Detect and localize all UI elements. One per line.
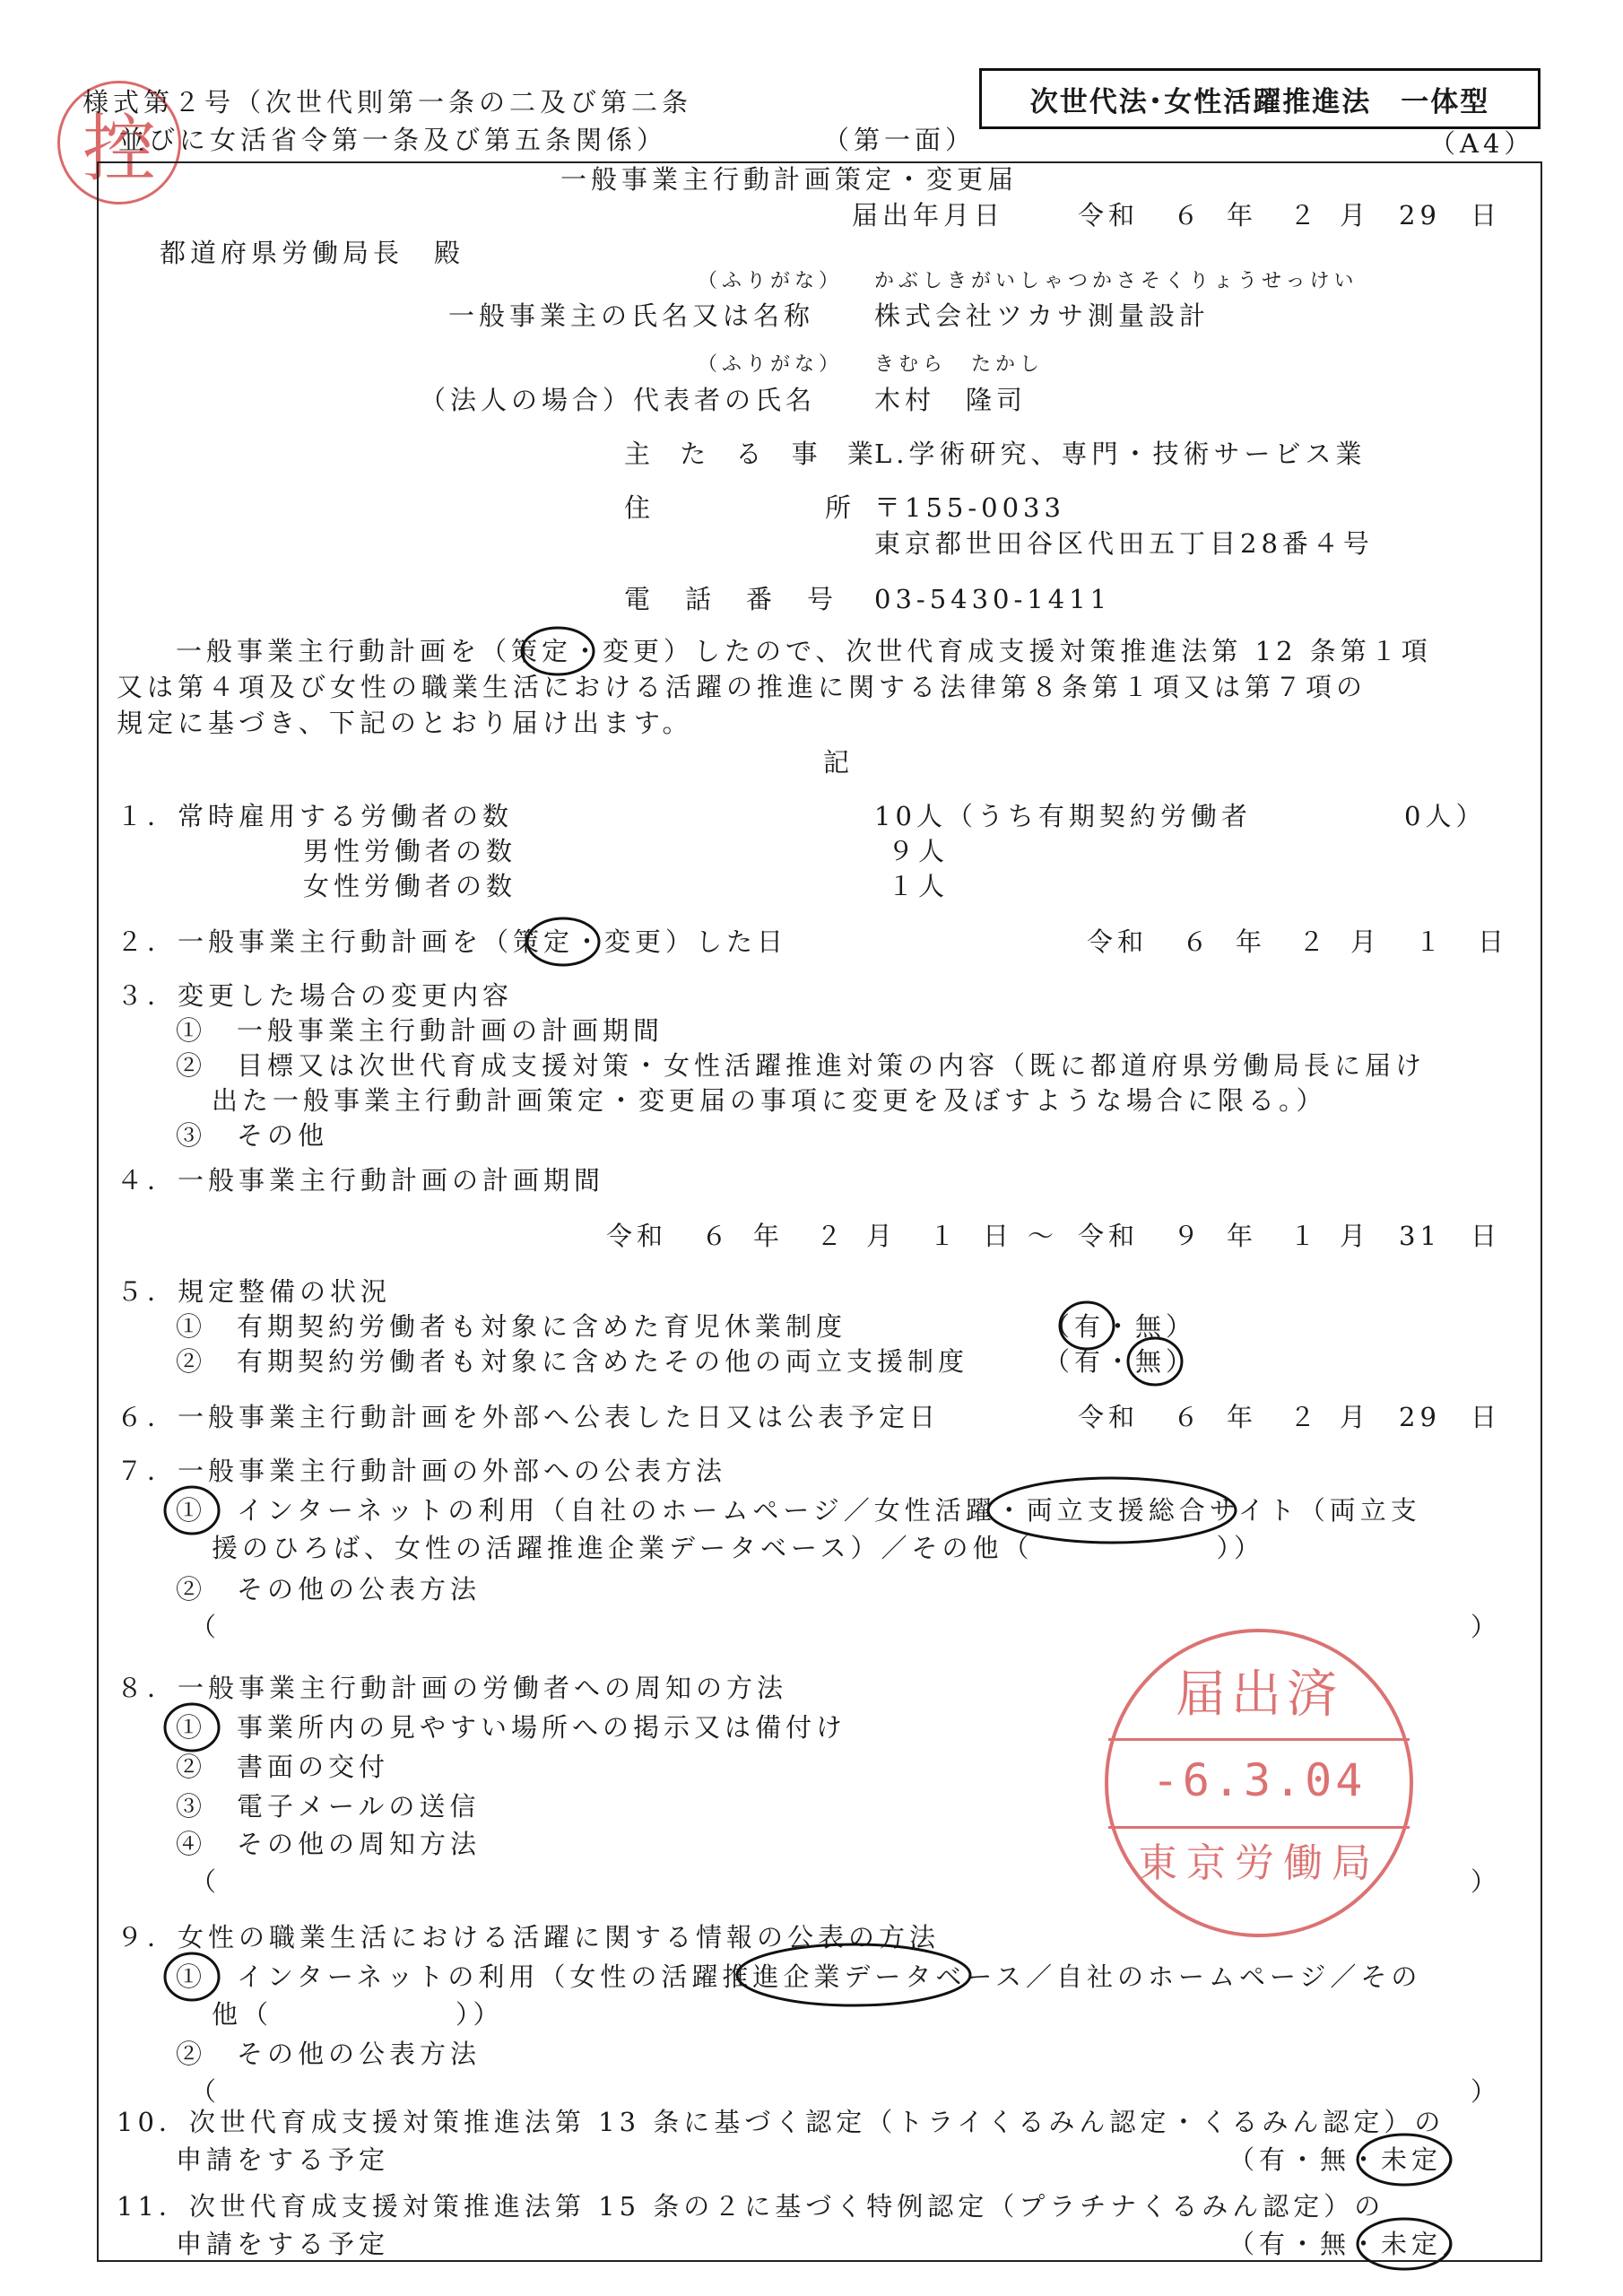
period-part: 日 xyxy=(1471,1221,1502,1251)
date-part: 令和 xyxy=(1078,1402,1140,1432)
date-part: 日 xyxy=(1478,926,1509,957)
period-part: 月 xyxy=(1340,1221,1371,1251)
filing-date-label: 届出年月日 xyxy=(852,200,1005,230)
paren-open: （ xyxy=(190,2076,221,2107)
period-part: 令和 xyxy=(1078,1221,1140,1251)
option: 他（ ）） xyxy=(212,1999,504,2030)
paper-size-label: （A4） xyxy=(1429,128,1535,159)
period-part: 年 xyxy=(753,1221,785,1251)
date-part: 月 xyxy=(1350,926,1382,957)
paren-open: （ xyxy=(190,1612,221,1642)
period-part: 月 xyxy=(866,1221,898,1251)
option: ① 有期契約労働者も対象に含めた育児休業制度 xyxy=(176,1311,847,1342)
date-part: 日 xyxy=(1471,1402,1502,1432)
item-5-label: ５．規定整備の状況 xyxy=(117,1276,392,1307)
circle-mark-intro-sakutei xyxy=(522,628,594,674)
item-11-line: 11．次世代育成支援対策推進法第 15 条の２に基づく特例認定（プラチナくるみん認定）の xyxy=(117,2191,1385,2222)
date-part: 令和 xyxy=(1087,926,1149,957)
option: ② 書面の交付 xyxy=(176,1752,390,1782)
filing-date-month: ２ xyxy=(1289,200,1321,230)
address: 東京都世田谷区代田五丁目28番４号 xyxy=(874,528,1374,559)
address-label-1: 住 xyxy=(624,492,655,523)
option: ③ その他 xyxy=(176,1120,329,1151)
date-part: ６ xyxy=(1182,926,1213,957)
item-6-label: ６．一般事業主行動計画を外部へ公表した日又は公表予定日 xyxy=(117,1402,941,1432)
filing-date-month-unit: 月 xyxy=(1340,200,1371,230)
period-part: ～ xyxy=(1028,1221,1059,1251)
date-part: ２ xyxy=(1289,1402,1321,1432)
received-stamp-bottom: 東京労働局 xyxy=(1138,1840,1380,1886)
option: ① 事業所内の見やすい場所への掲示又は備付け xyxy=(176,1712,847,1743)
choice-yes-no-undecided: （有・無・未定） xyxy=(1228,2144,1473,2175)
period-part: １ xyxy=(929,1221,960,1251)
choice-yes-no-undecided: （有・無・未定） xyxy=(1228,2229,1473,2259)
circle-mark-item7-site xyxy=(988,1478,1236,1543)
option: ① 一般事業主行動計画の計画期間 xyxy=(176,1015,664,1046)
filing-date-year: ６ xyxy=(1173,200,1204,230)
date-part: ２ xyxy=(1298,926,1330,957)
employee-total: 10人（うち有期契約労働者 xyxy=(874,801,1252,831)
received-stamp-top: 届出済 xyxy=(1176,1665,1342,1724)
item-7-label: ７．一般事業主行動計画の外部への公表方法 xyxy=(117,1456,727,1486)
main-business-label: 主 た る 事 業 xyxy=(624,439,884,469)
circle-mark-item10-undecided xyxy=(1358,2135,1451,2185)
period-part: 令和 xyxy=(606,1221,668,1251)
item-1-label: １．常時雇用する労働者の数 xyxy=(117,801,514,831)
received-stamp-date: -6.3.04 xyxy=(1151,1754,1367,1806)
female-label: 女性労働者の数 xyxy=(303,871,517,901)
item-3-label: ３．変更した場合の変更内容 xyxy=(117,980,514,1011)
item-2-label: ２．一般事業主行動計画を（策定・変更）した日 xyxy=(117,926,788,957)
circle-mark-item11-undecided xyxy=(1358,2219,1451,2269)
date-part: 29 xyxy=(1399,1402,1441,1432)
female-count: １人 xyxy=(888,871,950,901)
choice-yes-no: （有・無） xyxy=(1044,1311,1197,1342)
filing-date-era: 令和 xyxy=(1078,200,1140,230)
option: ② 目標又は次世代育成支援対策・女性活躍推進対策の内容（既に都道府県労働局長に届け xyxy=(176,1050,1427,1081)
employer-name: 株式会社ツカサ測量設計 xyxy=(874,300,1211,331)
document-title: 一般事業主行動計画策定・変更届 xyxy=(560,164,1019,195)
paren-close: ） xyxy=(1471,1612,1502,1642)
filing-date-year-unit: 年 xyxy=(1227,200,1258,230)
item-10-line: 10．次世代育成支援対策推進法第 13 条に基づく認定（トライくるみん認定・くるみん認定）の xyxy=(117,2107,1445,2137)
ki-marker: 記 xyxy=(823,747,855,778)
page-indicator: （第一面） xyxy=(823,125,976,155)
date-part: 月 xyxy=(1340,1402,1371,1432)
circle-mark-item8-option1 xyxy=(165,1704,219,1751)
option: ④ その他の周知方法 xyxy=(176,1829,482,1859)
paren-close: ） xyxy=(1471,2076,1502,2107)
rep-furigana-label: （ふりがな） xyxy=(698,353,844,376)
address-label-2: 所 xyxy=(825,492,856,523)
circle-mark-item2-sakutei xyxy=(527,918,599,965)
main-business: L.学術研究、専門・技術サービス業 xyxy=(874,439,1367,469)
period-part: 日 xyxy=(983,1221,1014,1251)
period-part: ２ xyxy=(816,1221,847,1251)
representative-name: 木村 隆司 xyxy=(874,385,1028,415)
option: 出た一般事業主行動計画策定・変更届の事項に変更を及ぼすような場合に限る。） xyxy=(212,1085,1327,1116)
male-label: 男性労働者の数 xyxy=(303,836,517,866)
phone-label: 電 話 番 号 xyxy=(624,584,838,614)
item-10-line: 申請をする予定 xyxy=(176,2144,390,2175)
option: ① インターネットの利用（自社のホームページ／女性活躍・両立支援総合サイト（両立支 xyxy=(176,1495,1421,1526)
period-part: ６ xyxy=(701,1221,733,1251)
employer-name-label: 一般事業主の氏名又は名称 xyxy=(448,300,815,331)
date-part: 年 xyxy=(1227,1402,1258,1432)
filing-date-day: 29 xyxy=(1399,200,1441,230)
item-4-label: ４．一般事業主行動計画の計画期間 xyxy=(117,1165,605,1196)
date-part: １ xyxy=(1415,926,1446,957)
option: ② その他の公表方法 xyxy=(176,1574,482,1605)
intro-line: 規定に基づき、下記のとおり届け出ます。 xyxy=(117,708,693,738)
item-11-line: 申請をする予定 xyxy=(176,2229,390,2259)
date-part: 年 xyxy=(1236,926,1267,957)
choice-yes-no: （有・無） xyxy=(1044,1346,1197,1377)
item-8-label: ８．一般事業主行動計画の労働者への周知の方法 xyxy=(117,1673,788,1703)
option: ① インターネットの利用（女性の活躍推進企業データベース／自社のホームページ／その xyxy=(176,1961,1422,1992)
circle-mark-item5-yes xyxy=(1060,1302,1114,1349)
copy-stamp: 控 xyxy=(57,81,181,204)
option: ③ 電子メールの送信 xyxy=(176,1791,481,1822)
law-type-tag: 次世代法･女性活躍推進法 一体型 xyxy=(979,68,1541,129)
circle-mark-item5-no xyxy=(1128,1338,1182,1385)
circle-mark-item9-option1 xyxy=(165,1953,219,2000)
option: 援のひろば、女性の活躍推進企業データベース）／その他（ ）） xyxy=(212,1533,1265,1563)
item-9-label: ９．女性の職業生活における活躍に関する情報の公表の方法 xyxy=(117,1922,941,1952)
form-number-line1: 様式第２号（次世代則第一条の二及び第二条 xyxy=(82,87,693,117)
representative-label: （法人の場合）代表者の氏名 xyxy=(420,385,817,415)
period-part: ９ xyxy=(1173,1221,1204,1251)
paren-close: ） xyxy=(1471,1866,1502,1897)
name-furigana-label: （ふりがな） xyxy=(698,270,844,292)
fixed-term-count: 0人） xyxy=(1404,801,1487,831)
rep-furigana: きむら たかし xyxy=(874,353,1045,376)
date-part: ６ xyxy=(1173,1402,1204,1432)
paren-open: （ xyxy=(190,1866,221,1897)
addressee: 都道府県労働局長 殿 xyxy=(160,238,465,268)
option: ② その他の公表方法 xyxy=(176,2039,482,2069)
period-part: １ xyxy=(1289,1221,1321,1251)
intro-line: 又は第４項及び女性の職業生活における活躍の推進に関する法律第８条第１項又は第７項の xyxy=(117,672,1367,702)
name-furigana: かぶしきがいしゃつかさそくりょうせっけい xyxy=(874,270,1358,292)
period-part: 年 xyxy=(1227,1221,1258,1251)
circle-mark-item9-database xyxy=(737,1944,970,2005)
option: ② 有期契約労働者も対象に含めたその他の両立支援制度 xyxy=(176,1346,969,1377)
circle-mark-item7-option1 xyxy=(165,1487,219,1534)
form-number-line2: 並びに女活省令第一条及び第五条関係） xyxy=(118,125,668,155)
intro-line: 一般事業主行動計画を（策定・変更）したので、次世代育成支援対策推進法第 12 条第１項 xyxy=(176,636,1432,666)
male-count: ９人 xyxy=(888,836,950,866)
period-part: 31 xyxy=(1399,1221,1441,1251)
phone-number: 03-5430-1411 xyxy=(874,584,1112,614)
postal-code: 〒155-0033 xyxy=(874,492,1065,523)
filing-date-day-unit: 日 xyxy=(1471,200,1502,230)
